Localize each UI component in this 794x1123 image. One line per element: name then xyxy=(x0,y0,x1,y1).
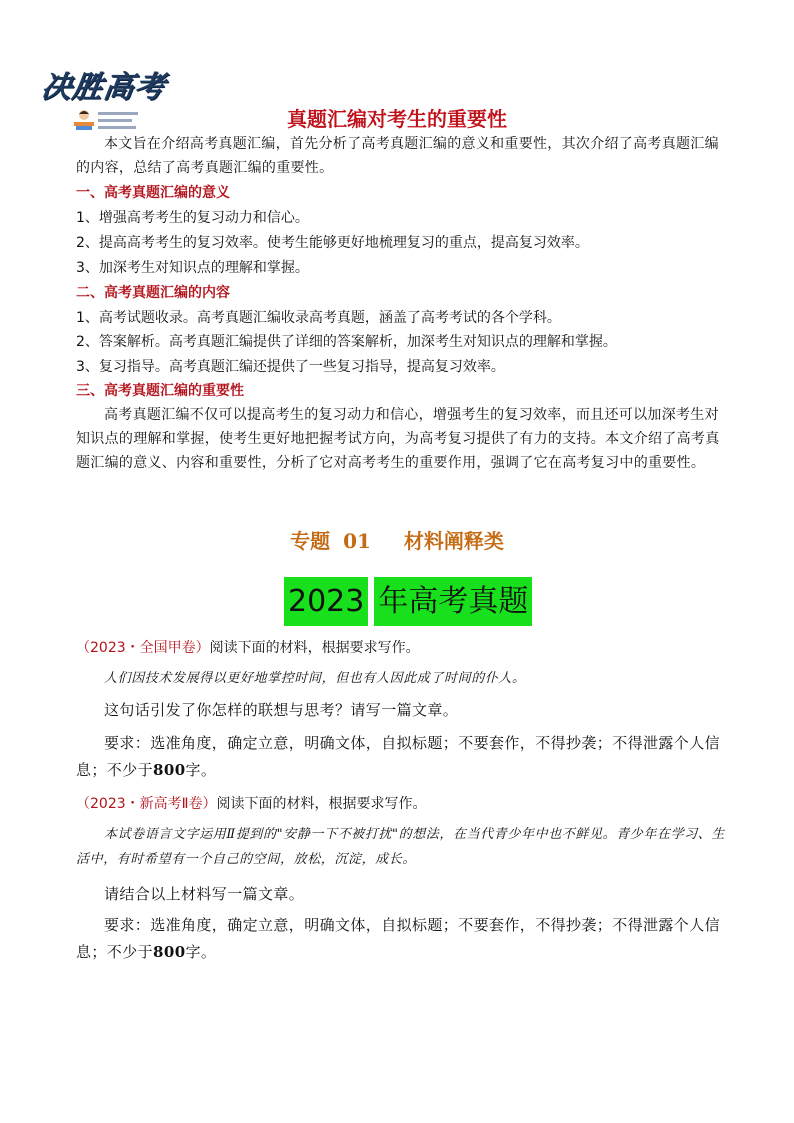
list-item: 3、加深考生对知识点的理解和掌握。 xyxy=(76,260,309,276)
requirement-text: 要求：选准角度，确定立意，明确文体，自拟标题；不要套作，不得抄袭；不得泄露个人信息；不少于 xyxy=(76,734,721,779)
section-heading: 一、高考真题汇编的意义 xyxy=(76,185,230,201)
requirement-text: 要求：选准角度，确定立意，明确文体，自拟标题；不要套作，不得抄袭；不得泄露个人信息；不少于 xyxy=(76,916,721,961)
list-item: 1、高考试题收录。高考真题汇编收录高考真题，涵盖了高考考试的各个学科。 xyxy=(76,310,561,326)
word-unit: 字。 xyxy=(185,943,217,961)
list-item: 3、复习指导。高考真题汇编还提供了一些复习指导，提高复习效率。 xyxy=(76,359,505,375)
body-paragraph: 高考真题汇编不仅可以提高考生的复习动力和信心，增强考生的复习效率，而且还可以加深考生对知识点的理解和掌握，使考生更好地把握考试方向，为高考复习提供了有力的支持。本文介绍了高考真题汇编的意义、内容和重要性，分析了它对高考考生的重要作用，强调了它在高考复习中的重要性。 xyxy=(76,407,720,471)
list-item: 2、答案解析。高考真题汇编提供了详细的答案解析，加深考生对知识点的理解和掌握。 xyxy=(76,334,617,350)
question-header xyxy=(76,792,726,816)
list-item: 1、增强高考考生的复习动力和信心。 xyxy=(76,210,309,226)
question-prompt: 请结合以上材料写一篇文章。 xyxy=(104,885,305,903)
page-title: 真题汇编对考生的重要性 xyxy=(287,107,507,131)
year-banner-label: 年高考真题 xyxy=(374,577,532,626)
question-instruction: 阅读下面的材料，根据要求写作。 xyxy=(216,796,427,812)
section-heading: 二、高考真题汇编的内容 xyxy=(76,285,230,301)
logo-text: 决胜高考 xyxy=(39,70,168,105)
topic-heading: 专题 01 材料阐释类 xyxy=(290,529,504,553)
intro-paragraph: 本文旨在介绍高考真题汇编，首先分析了高考真题汇编的意义和重要性，其次介绍了高考真题汇编的内容，总结了高考真题汇编的重要性。 xyxy=(76,136,719,176)
question-material: 本试卷语言文字运用Ⅱ提到的"安静一下不被打扰"的想法，在当代青少年中也不鲜见。青少年在学习、生活中，有时希望有一个自己的空间，放松，沉淀，成长。 xyxy=(76,827,725,867)
question-requirement xyxy=(76,912,726,966)
word-unit: 字。 xyxy=(185,761,217,779)
question-instruction: 阅读下面的材料，根据要求写作。 xyxy=(209,640,420,656)
year-banner xyxy=(284,577,532,626)
question-source: （2023・全国甲卷） xyxy=(76,640,210,656)
section-heading: 三、高考真题汇编的重要性 xyxy=(76,383,244,399)
question-source: （2023・新高考Ⅱ卷） xyxy=(76,796,217,812)
question-header xyxy=(76,636,726,660)
word-count: 800 xyxy=(153,943,186,961)
question-prompt: 这句话引发了你怎样的联想与思考？请写一篇文章。 xyxy=(104,701,459,719)
question-material: 人们因技术发展得以更好地掌控时间，但也有人因此成了时间的仆人。 xyxy=(104,671,526,686)
year-banner-year: 2023 xyxy=(284,577,368,626)
question-requirement xyxy=(76,730,726,784)
word-count: 800 xyxy=(153,761,186,779)
list-item: 2、提高高考考生的复习效率。使考生能够更好地梳理复习的重点，提高复习效率。 xyxy=(76,235,589,251)
